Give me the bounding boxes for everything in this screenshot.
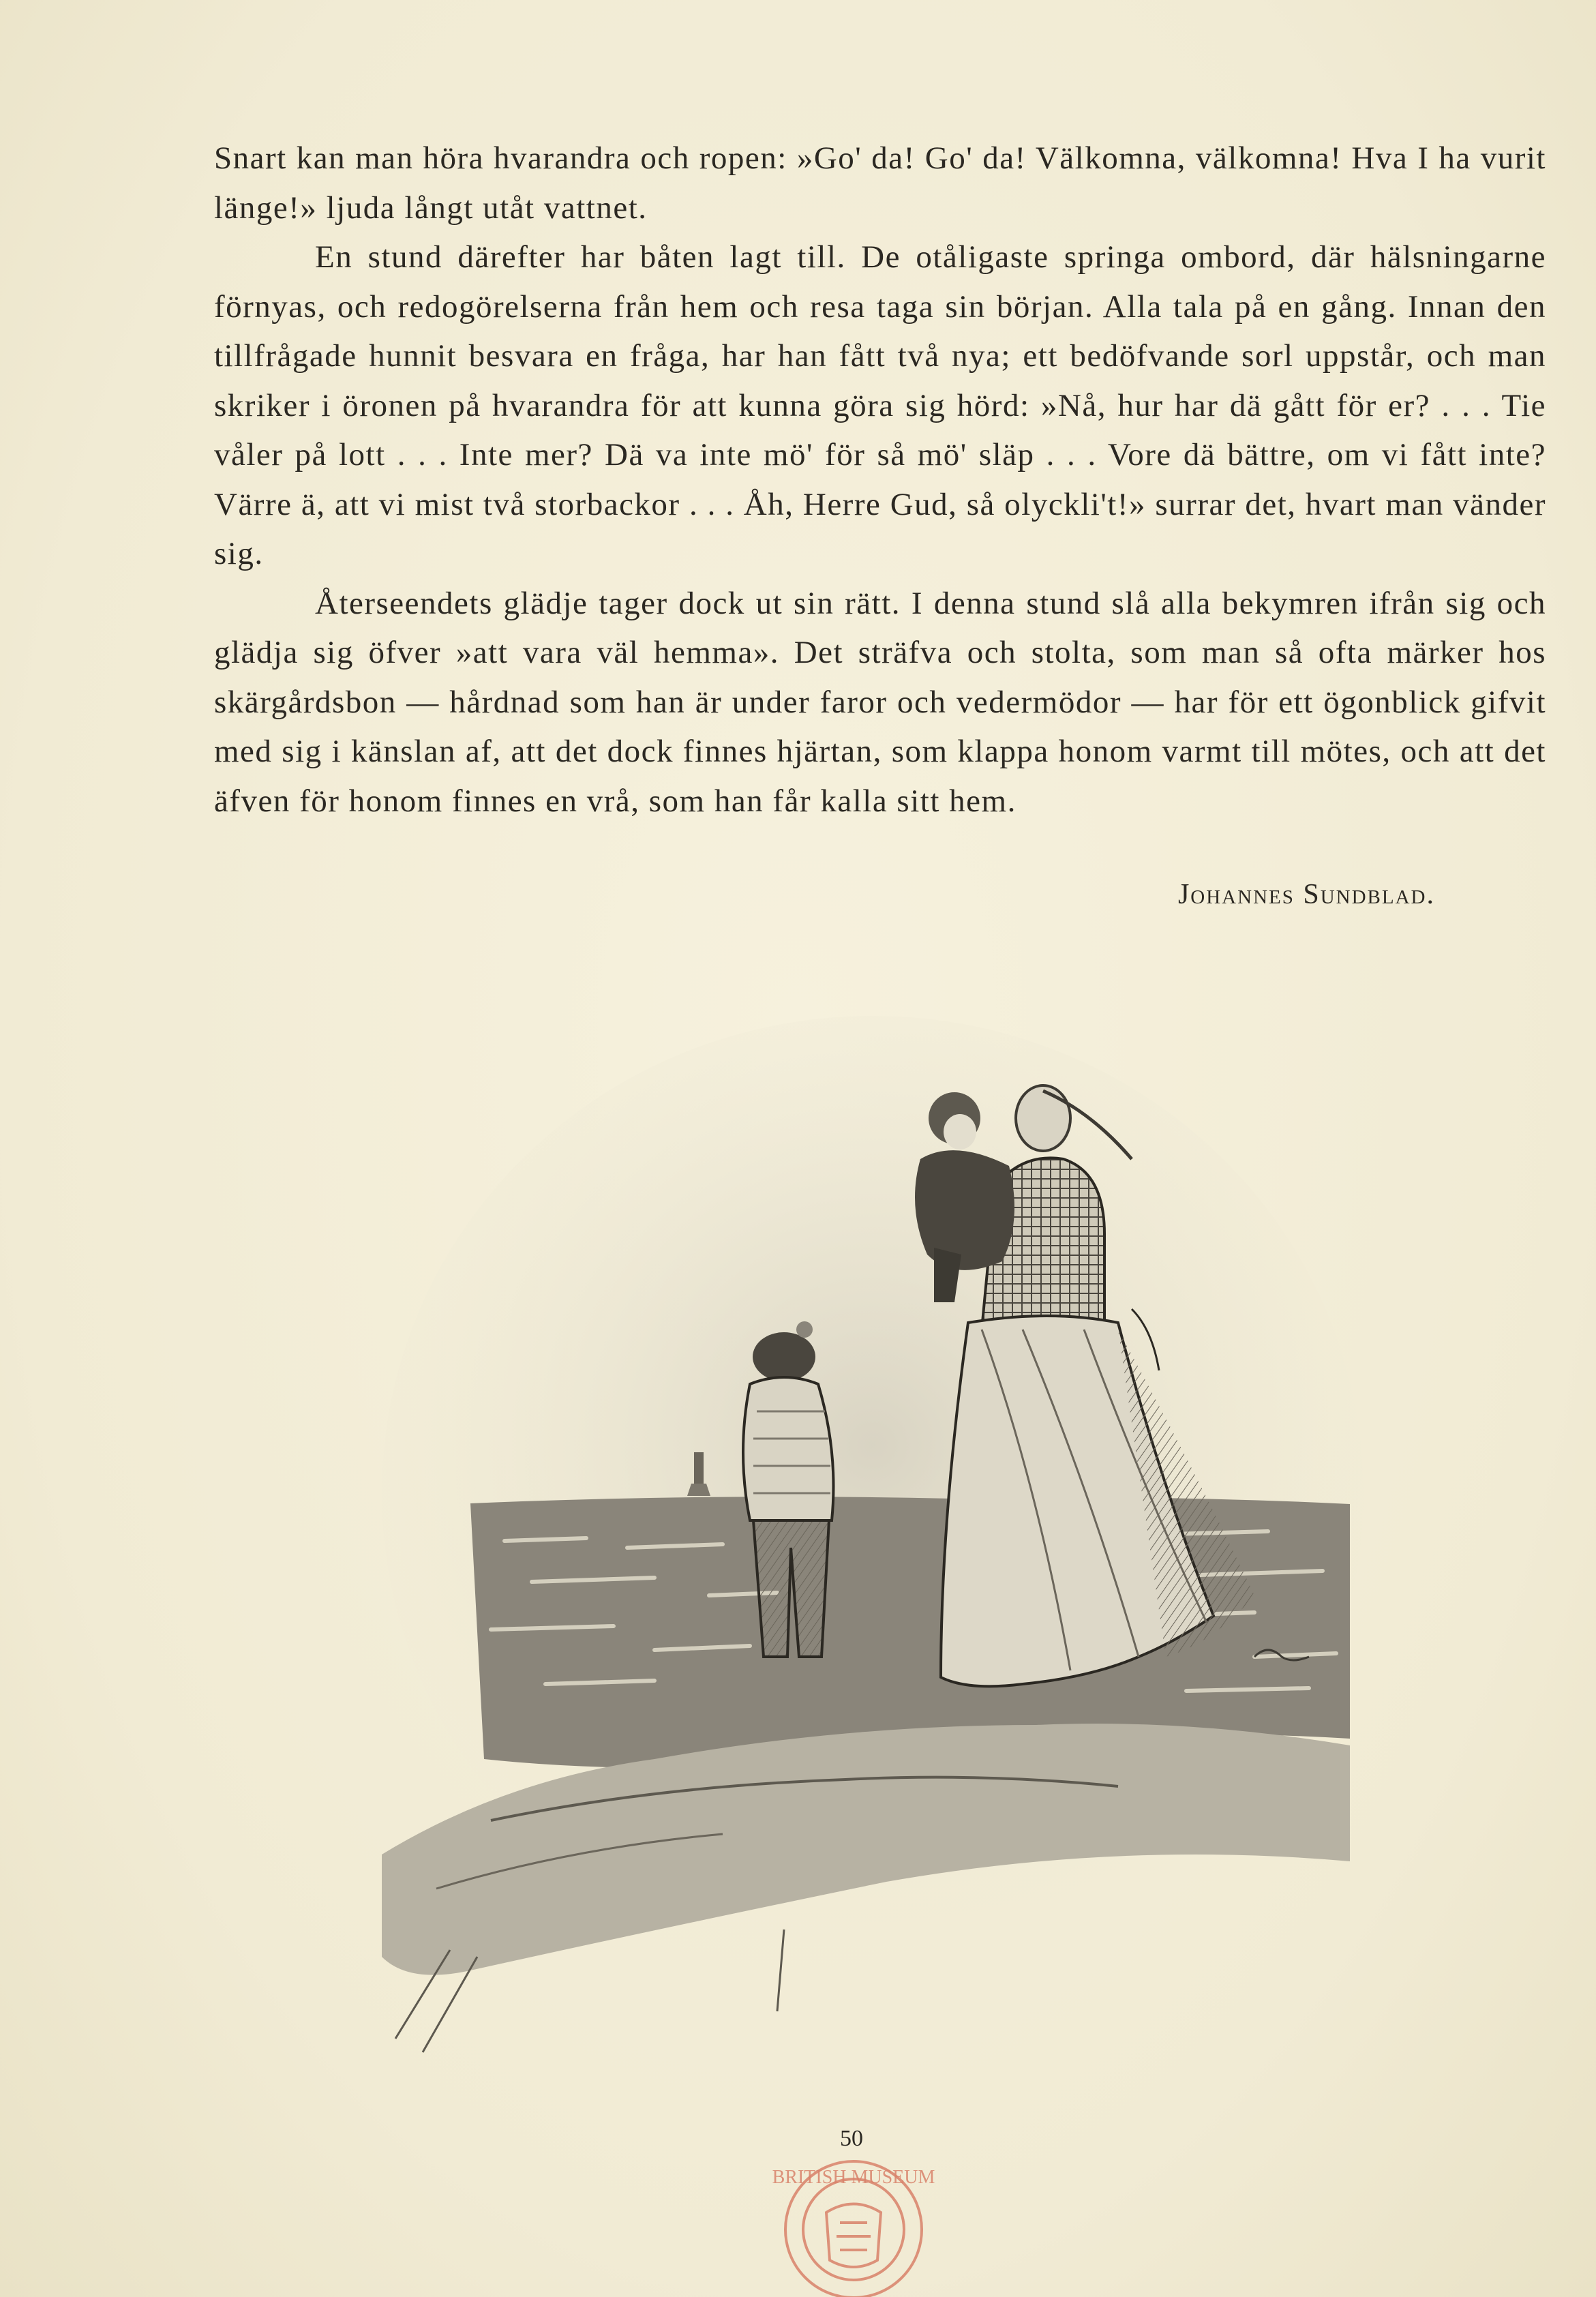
british-museum-stamp (755, 2148, 952, 2297)
article-text (214, 134, 1546, 826)
paragraph-3: Återseendets glädje tager dock ut sin rätt. I denna stund slå alla bekymren ifrån sig och glädja sig öfver »att vara väl hemma». Det sträfva och stolta, som man så ofta märker hos skärgårdsbon — hårdnad som han är under faror och vedermödor — har för ett ögonblick gifvit med sig i känslan af, att det dock finnes hjärtan, som klappa honom varmt till mötes, och att det äfven för honom finnes en vrå, som han får kalla sitt hem. (214, 585, 1546, 819)
paragraph-1: Snart kan man höra hvarandra och ropen: »Go' da! Go' da! Välkomna, välkomna! Hva I ha vurit länge!» ljuda långt utåt vattnet. (214, 140, 1546, 226)
author-signature: Johannes Sundblad. (1177, 879, 1435, 910)
page-number: 50 (840, 2126, 863, 2151)
paragraph-2: En stund därefter har båten lagt till. De otåligaste springa ombord, där hälsningarne förnyas, och redogörelserna från hem och resa taga sin början. Alla tala på en gång. Innan den tillfrågade hunnit besvara en fråga, har han fått två nya; ett bedöfvande sorl uppstår, och man skriker i öronen på hvarandra för att kunna göra sig hörd: »Nå, hur har dä gått för er? . . . Tie våler på lott . . . Inte mer? Dä va inte mö' för så mö' släp . . . Vore dä bättre, om vi fått inte? Värre ä, att vi mist två storbackor . . . Åh, Herre Gud, så olyckli't!» surrar det, hvart man vänder sig. (214, 239, 1546, 571)
illustration-woman-children-shore (368, 1002, 1364, 2120)
svg-text:BRITISH MUSEUM: BRITISH MUSEUM (772, 2167, 935, 2188)
